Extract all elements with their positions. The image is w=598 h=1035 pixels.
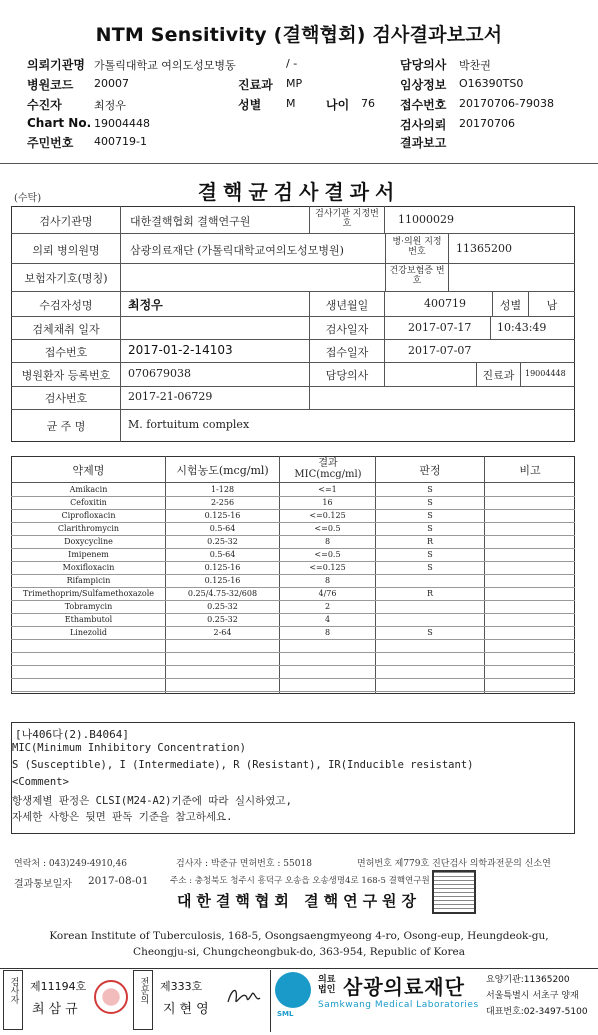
inspector-tag-text: 검사자 [8,977,19,1004]
drug-row-line [11,613,575,614]
test-date-value: 2017-07-17 [408,321,472,334]
drug-cell-range: 0.5-64 [209,550,236,559]
drug-row-line [11,665,575,666]
col-line [490,316,491,339]
drug-row-line [11,600,575,601]
mic-col-header: 결과 MIC(mcg/ml) [294,458,362,480]
lab-name: 삼광의료재단 [343,975,465,999]
receipt-no-value: 20170706-79038 [459,97,554,110]
organism-label: 균 주 명 [46,420,86,433]
dob-value: 400719 [424,297,466,310]
age-label: 나이 [326,98,350,112]
report-header-title: NTM Sensitivity (결핵협회) 검사결과보고서 [95,24,503,46]
ward-value: / - [286,57,298,70]
drug-cell-interp: S [427,628,433,637]
dept-value: MP [286,77,303,90]
drug-cell-range: 0.25-32 [207,602,238,611]
inspector-seal-icon [94,980,128,1014]
col-line [384,362,385,386]
dept-label: 진료과 [238,78,273,92]
institute-name: 대한결핵협회 결핵연구원장 [176,892,422,910]
rrn-value: 400719-1 [94,135,147,148]
drug-row-line [11,652,575,653]
exam-no-label: 검사번호 [44,392,88,405]
request-date-value: 20170706 [459,117,515,130]
sml-logo-icon [275,972,311,1008]
insurance-label: 보험자기호(명칭) [24,272,108,285]
specialist-license-no: 제333호 [160,980,203,993]
phone-number: 대표번호:02-3497-5100 [486,1007,588,1017]
range-col-header: 시험농도(mcg/ml) [176,464,269,477]
interp-col-header: 판정 [419,464,441,477]
drug-cell-range: 0.25-32 [207,537,238,546]
drug-cell-mic: <=0.5 [314,550,341,559]
receipt-date-value: 2017-07-07 [408,344,472,357]
drug-cell-range: 0.125-16 [204,576,241,585]
inspector-name: 최삼규 [32,1002,82,1017]
org-code: 요양기관:11365200 [486,975,570,985]
sex-value: M [286,97,296,110]
doctor-value: 박찬권 [459,59,491,72]
inspector-license-no: 제11194호 [30,980,87,993]
contact-text: 연락처 : 043)249-4910,46 [14,859,127,869]
institute-address-en-2: Cheongju-si, Chungcheongbuk-do, 363-954, Republic of Korea [133,946,465,958]
doctor-label-report: 담당의사 [325,369,369,382]
drug-cell-range: 0.25/4.75-32/608 [187,589,258,598]
clinical-info-label: 임상정보 [400,78,447,92]
row-line [11,291,575,292]
drug-row-line [11,509,575,510]
row-line [11,233,575,234]
test-time-value: 10:43:49 [497,321,547,334]
drug-cell-interp: S [427,498,433,507]
col-line [520,362,521,386]
row-line [11,386,575,387]
test-org-value: 대한결핵협회 결핵연구원 [130,215,251,228]
drug-cell-interp: S [427,563,433,572]
drug-cell-interp: S [427,511,433,520]
drug-cell-drug: Doxycycline [64,537,113,546]
comment-legend: S (Susceptible), I (Intermediate), R (Resistant), IR(Inducible resistant) [12,759,474,771]
req-hosp-label: 의뢰 병의원명 [32,244,100,257]
drug-cell-mic: 16 [322,498,333,507]
drug-cell-interp: S [427,524,433,533]
collect-date-label: 검체채취 일자 [32,323,100,336]
drug-cell-range: 0.125-16 [204,563,241,572]
drug-cell-range: 2-256 [210,498,235,507]
patient-value: 최정우 [94,99,126,112]
drug-cell-interp: S [427,485,433,494]
specialist-tag-text: 전문의 [138,977,149,1004]
drug-row-line [11,574,575,575]
reg-no-value: 070679038 [128,367,191,380]
drug-cell-interp: S [427,550,433,559]
patient-name-label: 수검자성명 [39,299,93,312]
hospital-code-value: 20007 [94,77,129,90]
examiner-text: 검사자 : 박준규 면허번호 : 55018 [176,859,312,869]
dept-value-report: 19004448 [525,369,566,378]
drug-row-line [11,691,575,692]
health-ins-label: 건강보험증 번호 [389,266,445,286]
age-value: 76 [361,97,375,110]
drug-row-line [11,639,575,640]
drug-cell-interp: R [426,589,434,598]
row-line [11,339,575,340]
test-org-no-label: 검사기관 지정번호 [315,209,379,229]
row-line [11,362,575,363]
drug-row-line [11,548,575,549]
dept-label-report: 진료과 [482,369,515,382]
reg-no-label: 병원환자 등록번호 [21,369,111,382]
address-text: 주소 : 충청북도 청주시 흥덕구 오송읍 오송생명4로 168-5 결핵연구원 [170,876,430,886]
drug-cell-drug: Clarithromycin [57,524,120,533]
drug-cell-drug: Rifampicin [66,576,111,585]
req-hosp-value: 삼광의료재단 (가톨릭대학교여의도성모병원) [130,244,344,257]
institute-address-en-1: Korean Institute of Tuberculosis, 168-5, Osongsaengmyeong 4-ro, Osong-eup, Heungdeok-gu, [49,930,549,942]
drug-cell-mic: 8 [324,576,331,585]
hosp-no-value: 11365200 [456,242,512,255]
report-title: 결핵균검사결과서 [197,180,401,204]
drug-cell-interp: R [426,537,434,546]
header-divider [0,163,598,164]
drug-col-header: 약제명 [72,464,105,477]
receipt-date-label: 접수일자 [325,346,369,359]
official-seal-icon [432,870,476,914]
col-line [384,339,385,362]
request-org-value: 가톨릭대학교 여의도성모병동 [94,59,236,72]
lab-name-en: Samkwang Medical Laboratories [318,1000,479,1010]
sex-label-report: 성별 [499,299,522,312]
row-line [11,409,575,410]
drug-cell-range: 0.125-16 [204,511,241,520]
drug-cell-drug: Ciprofloxacin [61,511,116,520]
drug-cell-mic: <=0.125 [309,511,346,520]
drug-row-line [11,561,575,562]
report-date-value: 2017-08-01 [88,875,149,887]
col-line [385,233,386,291]
test-org-no-value: 11000029 [398,213,454,226]
drug-cell-range: 1-128 [210,485,235,494]
organism-value: M. fortuitum complex [128,418,250,431]
col-line [384,206,385,234]
sex-label: 성별 [238,98,262,112]
drug-cell-mic: 8 [324,537,331,546]
drug-cell-drug: Trimethoprim/Sulfamethoxazole [22,589,155,598]
receipt-tag: (수탁) [14,193,42,204]
receipt-no-label-report: 접수번호 [44,346,88,359]
drug-row-line [11,496,575,497]
chart-no-label: Chart No. [27,116,92,130]
drug-row-line [11,587,575,588]
drug-cell-drug: Linezolid [69,628,108,637]
drug-cell-mic: <=0.125 [309,563,346,572]
bar-divider [270,970,271,1032]
drug-row-line [11,678,575,679]
col-line [309,206,310,234]
col-line [120,206,121,442]
receipt-no-value-report: 2017-01-2-14103 [128,343,233,357]
drug-cell-drug: Imipenem [68,550,109,559]
specialist-tag [133,970,153,1030]
drug-cell-drug: Ethambutol [64,615,113,624]
drug-cell-drug: Amikacin [69,485,108,494]
drug-cell-range: 0.25-32 [207,615,238,624]
hosp-no-label: 병·의원 지정번호 [392,237,442,257]
clinical-info-value: O16390TS0 [459,77,524,90]
receipt-no-label: 접수번호 [400,98,447,112]
specialist-name: 지현영 [163,1002,213,1017]
drug-cell-drug: Tobramycin [64,602,113,611]
col-line [448,233,449,291]
row-line [11,263,575,264]
header-line [11,482,575,483]
drug-row-line [11,522,575,523]
drug-cell-mic: 2 [324,602,331,611]
comment-text-1: 항생제별 판정은 CLSI(M24-A2)기준에 따라 실시하였고, [12,795,292,807]
report-date-label: 결과통보일자 [14,879,72,890]
result-report-label: 결과보고 [400,136,447,150]
signature-icon [222,982,266,1012]
drug-cell-range: 2-64 [213,628,232,637]
drug-cell-mic: <=1 [318,485,337,494]
hospital-code-label: 병원코드 [27,78,74,92]
drug-cell-drug: Moxifloxacin [62,563,115,572]
corp-tag: 의료법인 [318,975,336,995]
comment-mic: MIC(Minimum Inhibitory Concentration) [12,742,246,754]
sex-value-report: 남 [546,299,558,312]
drug-cell-mic: 8 [324,628,331,637]
request-org-label: 의뢰기관명 [27,58,85,72]
exam-no-value: 2017-21-06729 [128,390,213,403]
comment-text-2: 자세한 사항은 뒷면 판독 기준을 참고하세요. [12,811,233,823]
comment-heading: <Comment> [12,776,69,788]
chart-no-value: 19004448 [94,117,150,130]
drug-cell-range: 0.5-64 [209,524,236,533]
col-line [484,456,485,694]
drug-row-line [11,626,575,627]
sml-logo-text: SML [277,1010,294,1018]
comment-code: [나406다(2).B4064] [15,728,129,741]
rrn-label: 주민번호 [27,136,74,150]
drug-cell-mic: <=0.5 [314,524,341,533]
drug-row-line [11,535,575,536]
patient-label: 수진자 [27,98,62,112]
request-date-label: 검사의뢰 [400,118,447,132]
patient-name-value: 최정우 [128,298,163,312]
test-org-label: 검사기관명 [39,215,93,228]
inspector-tag [3,970,23,1030]
test-date-label: 검사일자 [325,323,369,336]
drug-cell-drug: Cefoxitin [70,498,107,507]
license-text: 면허번호 제779호 진단검사 의학과전문의 신소연 [357,859,551,869]
col-line [384,291,385,339]
note-col-header: 비고 [519,464,541,477]
drug-cell-mic: 4 [324,615,331,624]
dob-label: 생년월일 [325,299,369,312]
doctor-label: 담당의사 [400,58,447,72]
drug-cell-mic: 4/76 [318,589,337,598]
lab-address: 서울특별시 서초구 양재 [486,991,579,1001]
